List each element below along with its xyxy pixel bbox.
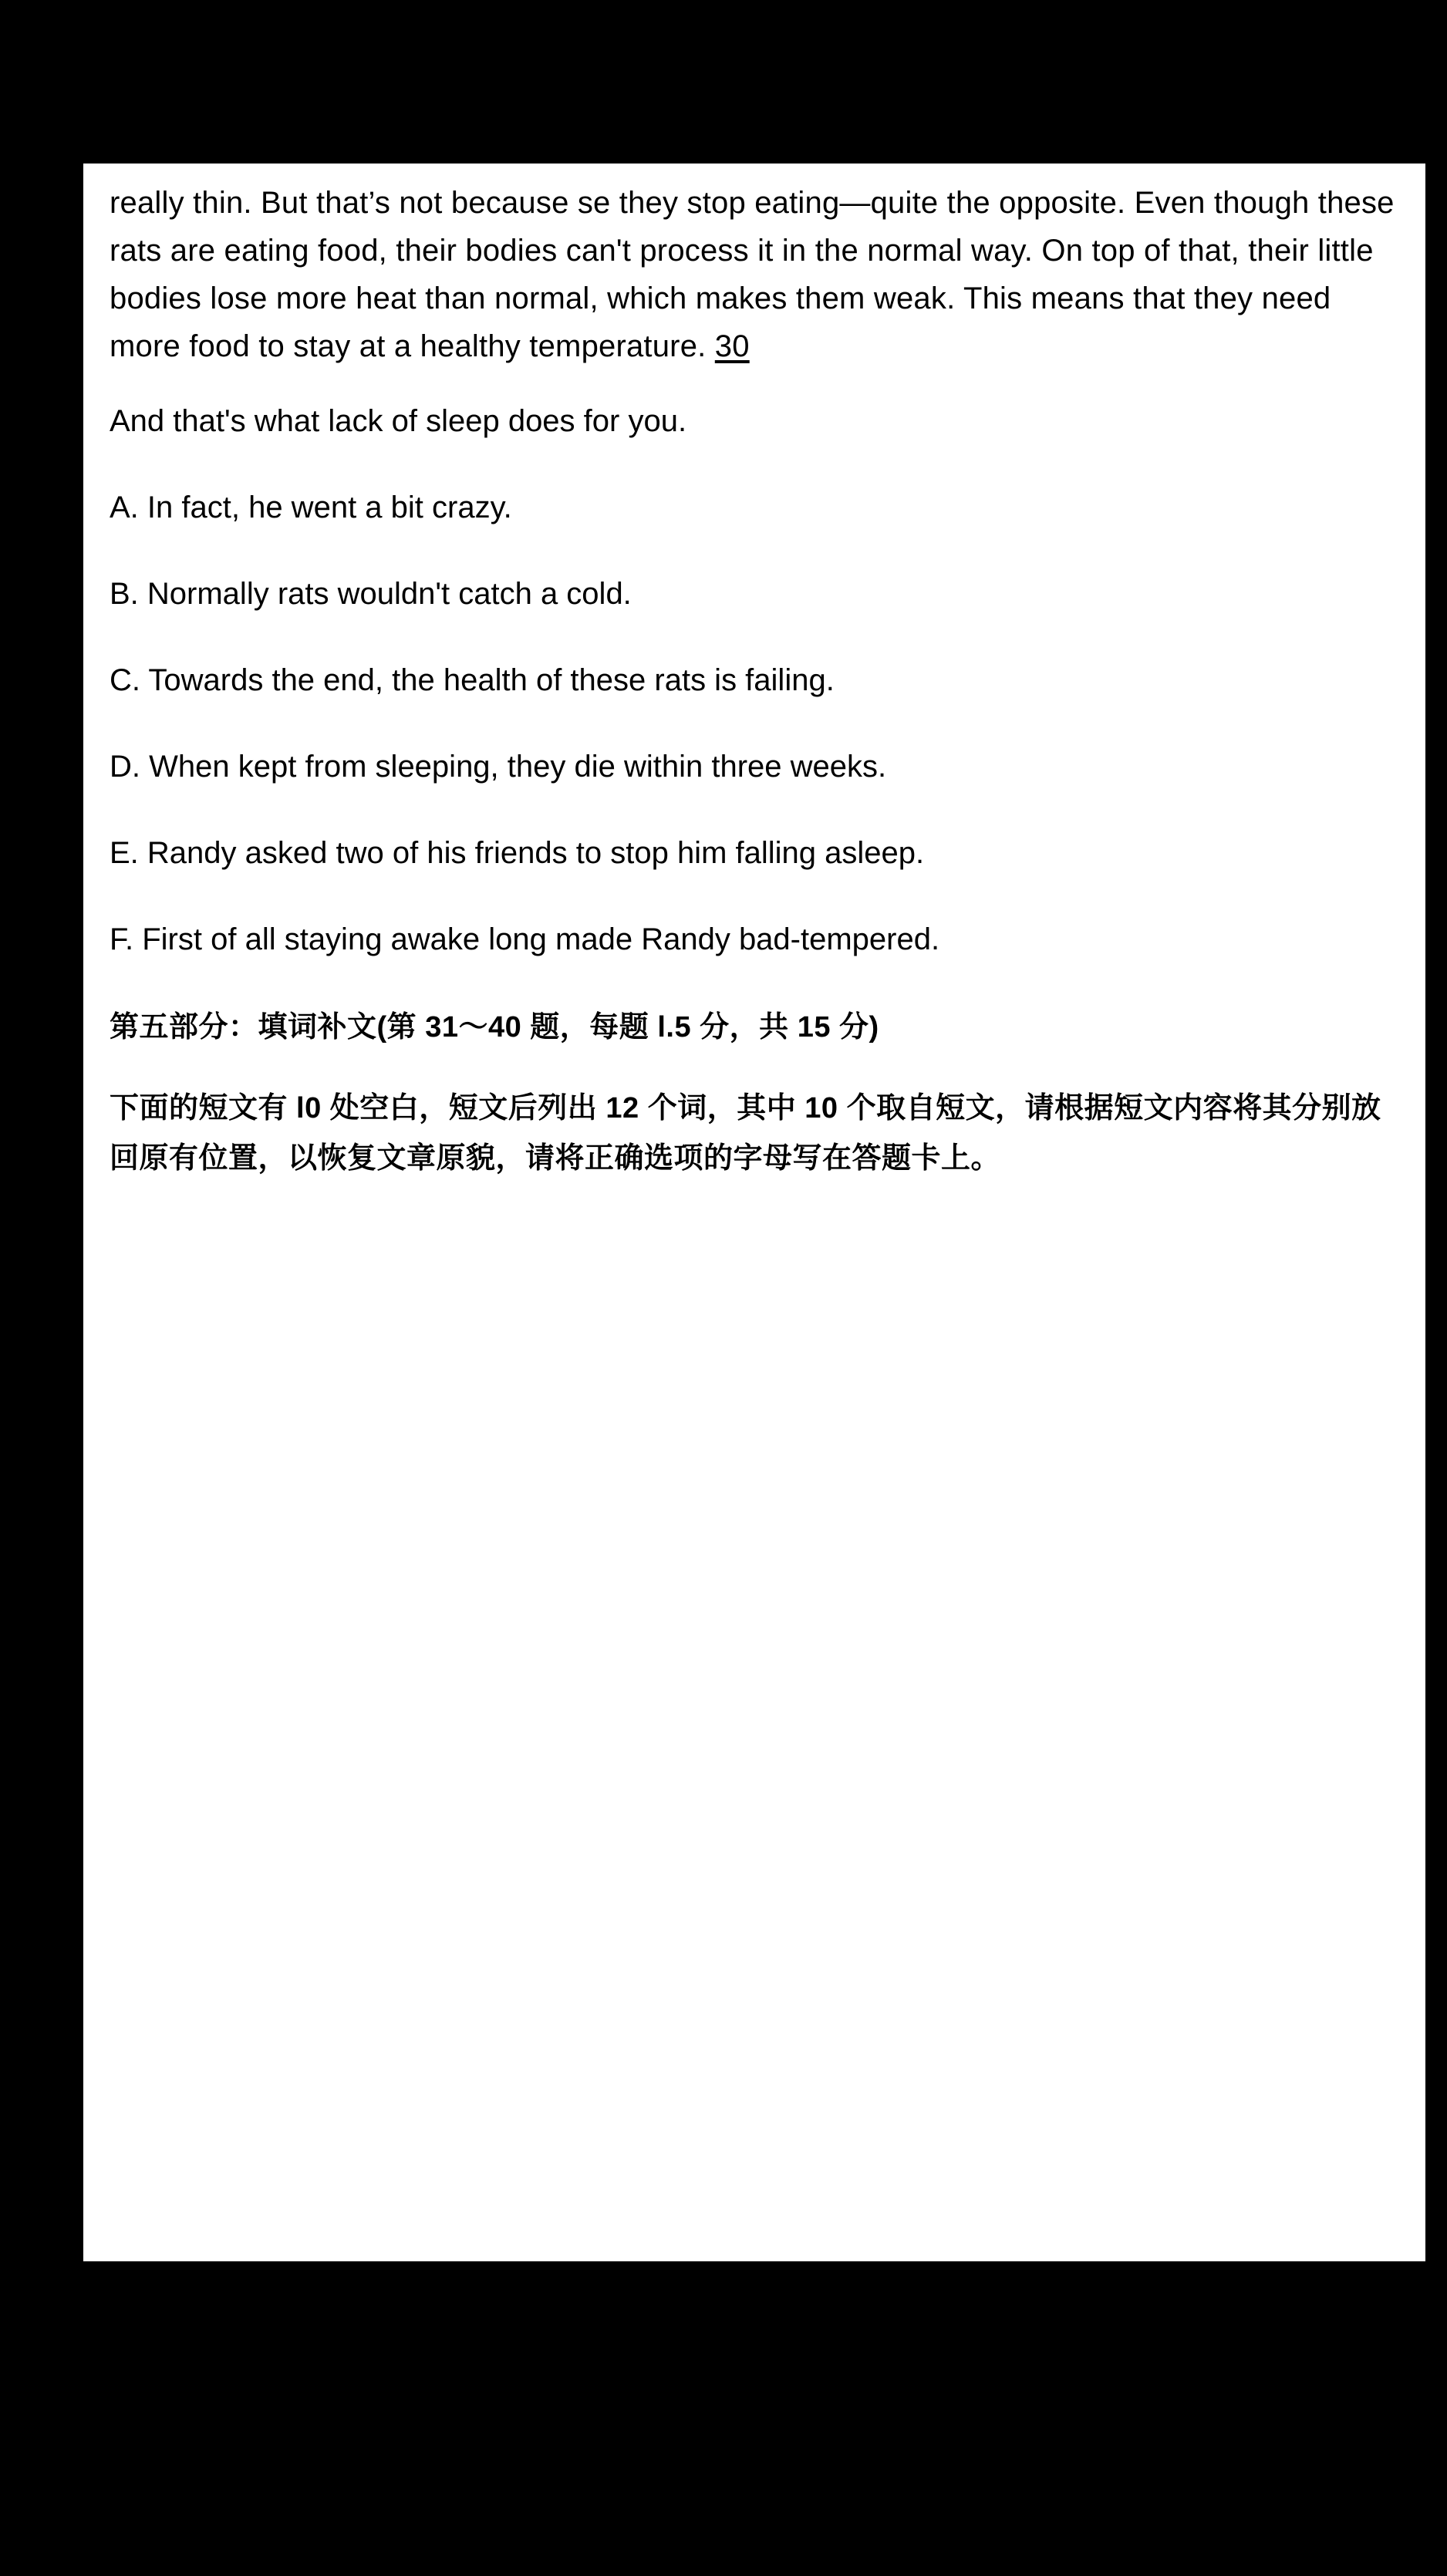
option-b[interactable]: B. Normally rats wouldn't catch a cold.: [110, 577, 632, 611]
passage-continuation-text: really thin. But that’s not because se they stop eating—quite the opposite. Even though these rats are eating food, their bodies can't process it in the normal way. On top of that, their little bodies lose more heat than normal, which makes them weak. This means that they need more food to stay at a healthy temperature.: [110, 186, 1395, 363]
passage-closing-sentence: And that's what lack of sleep does for you.: [110, 404, 687, 438]
option-d[interactable]: D. When kept from sleeping, they die within three weeks.: [110, 750, 887, 784]
option-a[interactable]: A. In fact, he went a bit crazy.: [110, 491, 512, 524]
page-content-band: [31, 0, 1416, 2576]
option-c[interactable]: C. Towards the end, the health of these rats is failing.: [110, 663, 835, 697]
section-heading: 第五部分：填词补文(第 31～40 题，每题 l.5 分，共 15 分): [110, 1011, 879, 1044]
passage-continuation-paragraph: [110, 179, 1399, 370]
document-sheet: [83, 164, 1425, 2261]
option-f[interactable]: F. First of all staying awake long made Randy bad-tempered.: [110, 922, 940, 956]
section-instructions: 下面的短文有 l0 处空白，短文后列出 12 个词，其中 10 个取自短文，请根据短文内容将其分别放回原有位置，以恢复文章原貌，请将正确选项的字母写在答题卡上。: [110, 1092, 1381, 1175]
blank-number-30: 30: [714, 329, 750, 363]
option-e[interactable]: E. Randy asked two of his friends to stop him falling asleep.: [110, 836, 925, 870]
